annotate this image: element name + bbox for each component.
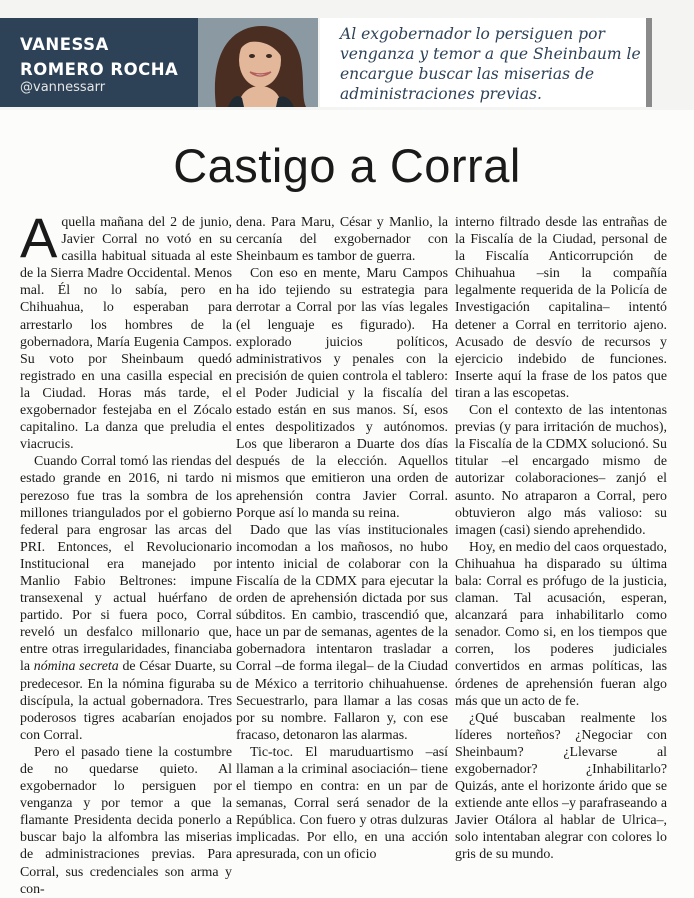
paragraph-text: quella mañana del 2 de junio, Javier Corral no votó en su casilla habitual situada al este de la Sierra Madre Occidental. Menos mal. Él no lo sabía, pero en Chihuahua, lo esperaban para arrestarlo los hombres de la gobernadora, María Eugenia Campos. Su voto por Sheinbaum quedó registrado en una casilla especial en la Ciudad. Horas más tarde, el exgobernador festejaba en el Zócalo capitalino. La danza que preludia el viacrucis. [20, 215, 232, 453]
article-column-2 [236, 214, 448, 864]
author-name-line1: VANESSA [20, 35, 109, 54]
article-column-1 [20, 206, 232, 898]
author-photo [198, 18, 318, 107]
article-title: Castigo a Corral [173, 139, 521, 192]
column-header [0, 0, 694, 110]
drop-cap: A [20, 206, 58, 269]
pullquote-text: Al exgobernador lo persiguen por venganza y temor a que Sheinbaum le encargue buscar las miserias de administraciones previas. [340, 25, 641, 103]
author-name-line2: ROMERO ROCHA [20, 60, 179, 79]
paragraph: dena. Para Maru, César y Manlio, la cercanía del exgobernador con Sheinbaum es tambor de guerra. [236, 215, 448, 265]
paragraph: Hoy, en medio del caos orquestado, Chihuahua ha disparado su última bala: Corral es prófugo de la justicia, claman. Tal acusación, esperan, alcanzará para inhabilitarlo como senador. Como si, en los tiempos que corren, los poderes judiciales convertidos en armas políticas, las órdenes de aprehensión fueran algo más que un acto de fe. [455, 539, 667, 709]
paragraph-text: de César Duarte, su predecesor. En la nómina figuraba su discípula, la actual gobernadora. Tres poderosos tigres acabarían enojados con Corral. [20, 659, 232, 743]
paragraph [20, 206, 232, 453]
italic-term: nómina secreta [33, 659, 119, 675]
paragraph: Pero el pasado tiene la costumbre de no quedarse quieto. Al exgobernador lo persiguen por venganza y por temor a que la flamante Presidenta decida ponerlo a buscar bajo la alfombra las miserias de administraciones previas. Para Corral, sus credenciales son arma y con- [20, 744, 232, 897]
paragraph: ¿Qué buscaban realmente los líderes norteños? ¿Negociar con Sheinbaum? ¿Llevarse al exgobernador? ¿Inhabilitarlo? Quizás, ante el horizonte árido que se extiende ante ellos –y parafraseando a Javier Otálora al hablar de Ulrica–, solo intentaban alegrar con colores lo gris de su mundo. [455, 710, 667, 863]
paragraph-text: Cuando Corral tomó las riendas del estado grande en 2016, ni tardo ni perezoso fue tras la sombra de los millones triangulados por el gobierno federal para engrosar las arcas del PRI. Entonces, el Revolucionario Institucional era manejado por Manlio Fabio Beltrones: impune transexenal y actual huérfano de partido. Por si fuera poco, Corral reveló un desfalco millonario que, entre otras irregularidades, financiaba la [20, 454, 232, 675]
author-portrait-icon [198, 18, 318, 107]
paragraph: Con el contexto de las intentonas previas (y para irritación de muchos), la Fiscalía de la CDMX solucionó. Su titular –el encargado mismo de autorizar colaboraciones– zanjó el asunto. No atraparon a Corral, pero obtuvieron algo más valioso: su imagen (casi) siendo aprehendido. [455, 403, 667, 538]
paragraph [20, 453, 232, 744]
author-name [20, 32, 178, 82]
paragraph: interno filtrado desde las entrañas de la Fiscalía de la Ciudad, personal de la Fiscalía Anticorrupción de Chihuahua –sin la compañía legalmente requerida de la Policía de Investigación capitalina– intentó detener a Corral en territorio ajeno. Acusado de desvío de recursos y ejercicio indebido de funciones. Inserte aquí la frase de los patos que tiran a las escopetas. [455, 215, 667, 401]
article-column-3 [455, 214, 667, 864]
paragraph: Con eso en mente, Maru Campos ha ido tejiendo su estrategia para derrotar a Corral por las vías legales (el lenguaje es figurado). Ha explorado juicios políticos, administrativos y penales con la precisión de quien controla el tablero: el Poder Judicial y la fiscalía del estado están en sus manos. Sí, esos entes despolitizados y autónomos. Los que liberaron a Duarte dos días después de la elección. Aquellos mismos que emitieron una orden de aprehensión contra Javier Corral. Porque así lo manda su reina. [236, 266, 448, 521]
author-handle: @vannessarr [20, 80, 106, 95]
paragraph: Tic-toc. El maruduartismo –así llaman a la criminal asociación– tiene el tiempo en contra: en un par de semanas, Corral será senador de la República. Con fuero y otras dulzuras implicadas. Por ello, en una acción apresurada, con un oficio [236, 744, 448, 863]
paragraph: Dado que las vías institucionales incomodan a los mañosos, no hubo intento inicial de colaborar con la Fiscalía de la CDMX para ejecutar la orden de aprehensión dictada por sus súbditos. En cambio, trascendió que, hace un par de semanas, agentes de la gobernadora intentaron trasladar a Corral –de forma ilegal– de la Ciudad de México a territorio chihuahuense. Secuestrarlo, para llamar a las cosas por su nombre. Fallaron y, con ese fracaso, detonaron las alarmas. [236, 522, 448, 743]
